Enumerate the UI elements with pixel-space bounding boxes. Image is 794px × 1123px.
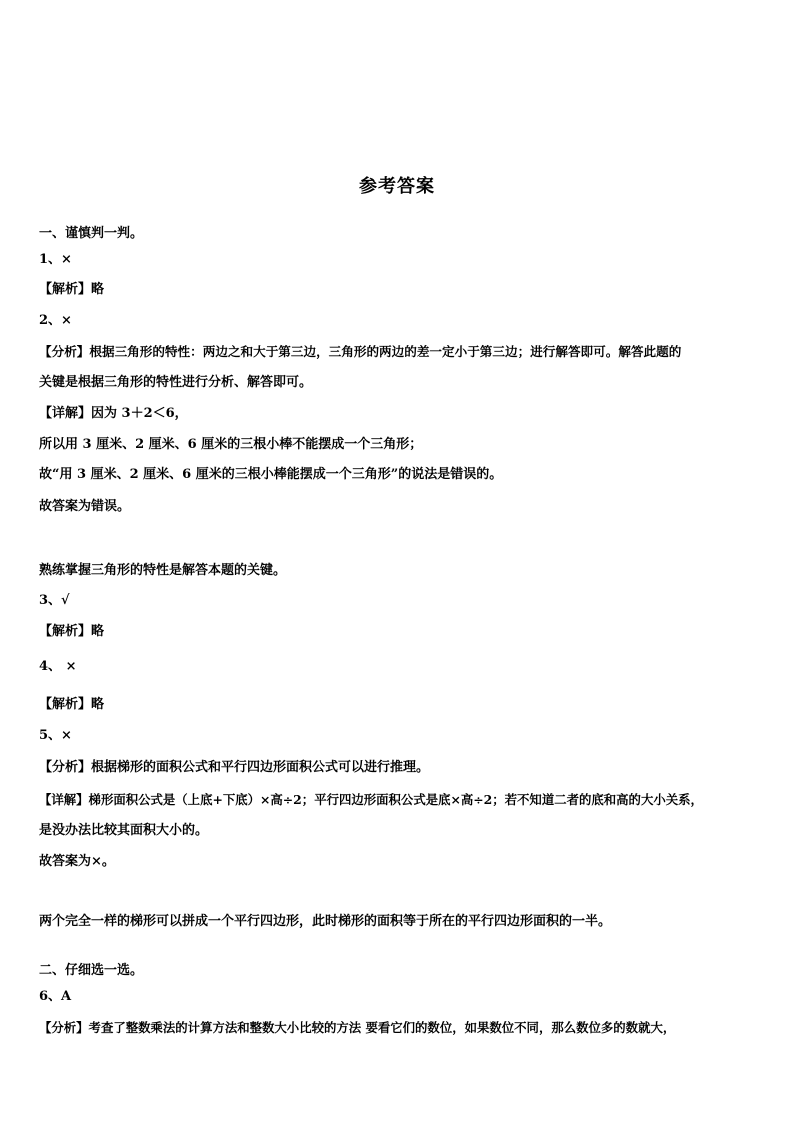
section-heading-2: 二、仔细选一选。 (39, 963, 144, 978)
note-5: 两个完全一样的梯形可以拼成一个平行四边形，此时梯形的面积等于所在的平行四边形面积的一半。 (39, 914, 612, 929)
detail-2-line-1: 【详解】因为 3＋2＜6， (39, 406, 188, 421)
analysis-6: 【分析】考查了整数乘法的计算方法和整数大小比较的方法 要看它们的数位，如果数位不同，那么数位多的数就大， (39, 1020, 676, 1035)
analysis-2-line-1: 【分析】根据三角形的特性：两边之和大于第三边，三角形的两边的差一定小于第三边；进行解答即可。解答此题的 (39, 344, 682, 359)
detail-5-line-1: 【详解】梯形面积公式是（上底+下底）×高÷2；平行四边形面积公式是底×高÷2；若不知道二者的底和高的大小关系， (39, 792, 703, 807)
detail-2-line-3: 故“用 3 厘米、2 厘米、6 厘米的三根小棒能摆成一个三角形”的说法是错误的。 (39, 467, 503, 482)
analysis-1: 【解析】略 (39, 282, 105, 297)
analysis-2-line-2: 关键是根据三角形的特性进行分析、解答即可。 (39, 375, 313, 390)
detail-2-line-2: 所以用 3 厘米、2 厘米、6 厘米的三根小棒不能摆成一个三角形； (39, 437, 423, 452)
detail-2-conclusion: 故答案为错误。 (39, 499, 131, 514)
analysis-3: 【解析】略 (39, 624, 105, 639)
answer-4: 4、 × (39, 659, 77, 674)
answer-2: 2、× (39, 313, 72, 328)
analysis-4: 【解析】略 (39, 697, 105, 712)
note-2: 熟练掌握三角形的特性是解答本题的关键。 (39, 563, 287, 578)
page-title: 参考答案 (359, 176, 435, 197)
answer-1: 1、× (39, 252, 72, 267)
detail-5-conclusion: 故答案为×。 (39, 854, 115, 869)
answer-6: 6、A (39, 989, 72, 1004)
section-heading-1: 一、谨慎判一判。 (39, 226, 144, 241)
analysis-5: 【分析】根据梯形的面积公式和平行四边形面积公式可以进行推理。 (39, 760, 430, 775)
answer-5: 5、× (39, 728, 72, 743)
detail-5-line-2: 是没办法比较其面积大小的。 (39, 823, 209, 838)
answer-3: 3、√ (39, 593, 70, 608)
